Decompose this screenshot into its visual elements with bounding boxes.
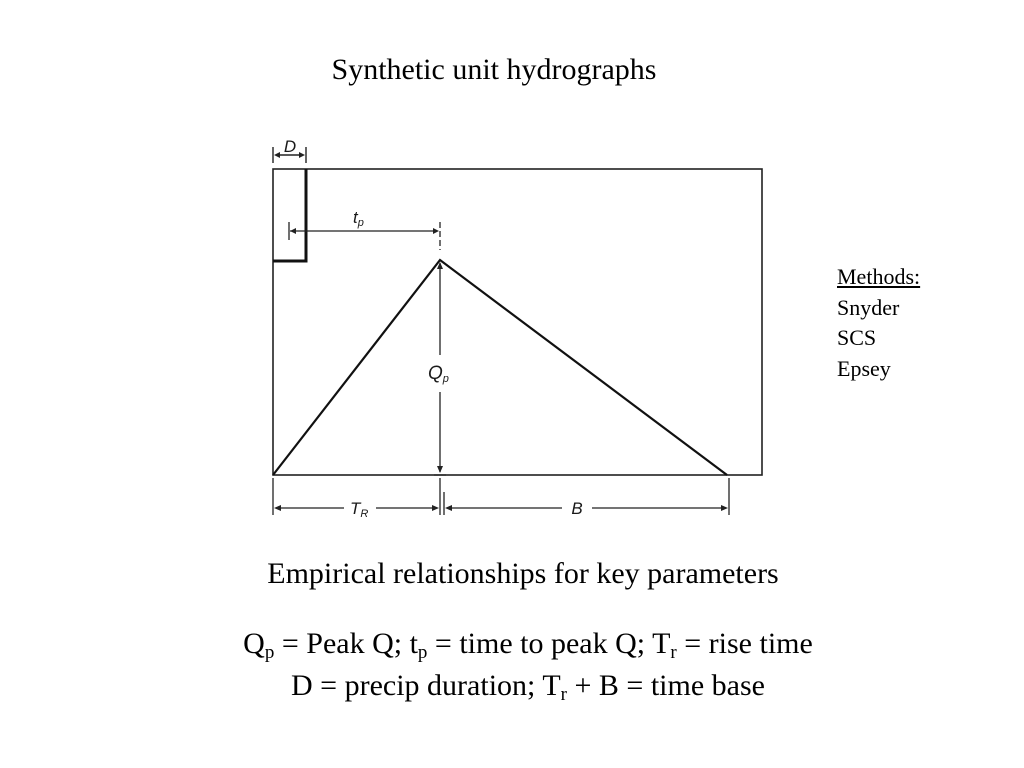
method-item-scs: SCS [837, 325, 877, 350]
method-item-snyder: Snyder [837, 294, 900, 320]
tr-symbol: T [652, 627, 671, 660]
bottom-dimensions [273, 478, 729, 515]
label-qp [428, 363, 449, 385]
tr-symbol-2: T [542, 669, 561, 702]
label-qp-symbol: Q [428, 363, 443, 384]
tp-dimension [289, 222, 440, 250]
qp-symbol: Q [243, 627, 265, 660]
tr-subscript: r [670, 642, 677, 663]
plot-frame [273, 169, 762, 475]
tp-symbol: t [409, 627, 418, 660]
label-tp-symbol: t [353, 208, 358, 227]
hydrograph-triangle [273, 260, 727, 475]
definitions [0, 623, 1024, 707]
definition-line-1 [0, 623, 1024, 665]
tr-definition: = rise time [676, 627, 813, 660]
tp-subscript: p [417, 642, 428, 663]
tr-subscript-2: r [560, 684, 567, 705]
label-tr-subscript: R [360, 508, 369, 520]
methods-heading: Methods: [837, 264, 921, 289]
label-b: B [571, 499, 583, 518]
qp-definition: = Peak Q; [274, 627, 410, 660]
methods-list [837, 262, 920, 384]
precip-duration-block [273, 169, 306, 261]
label-d: D [283, 137, 297, 156]
slide-title: Synthetic unit hydrographs [331, 53, 657, 86]
label-tr-symbol: T [350, 499, 361, 518]
d-definition: D = precip duration; [291, 669, 543, 702]
section-subtitle: Empirical relationships for key parameters [267, 557, 779, 590]
time-base-definition: + B = time base [566, 669, 765, 702]
qp-subscript: p [264, 642, 275, 663]
label-tr [350, 499, 368, 520]
label-qp-subscript: p [442, 373, 449, 385]
method-item-epsey: Epsey [837, 355, 891, 381]
tp-definition: = time to peak Q; [427, 627, 653, 660]
definition-line-2 [0, 665, 1024, 707]
label-tp-subscript: p [357, 217, 364, 229]
label-tp [353, 208, 364, 229]
